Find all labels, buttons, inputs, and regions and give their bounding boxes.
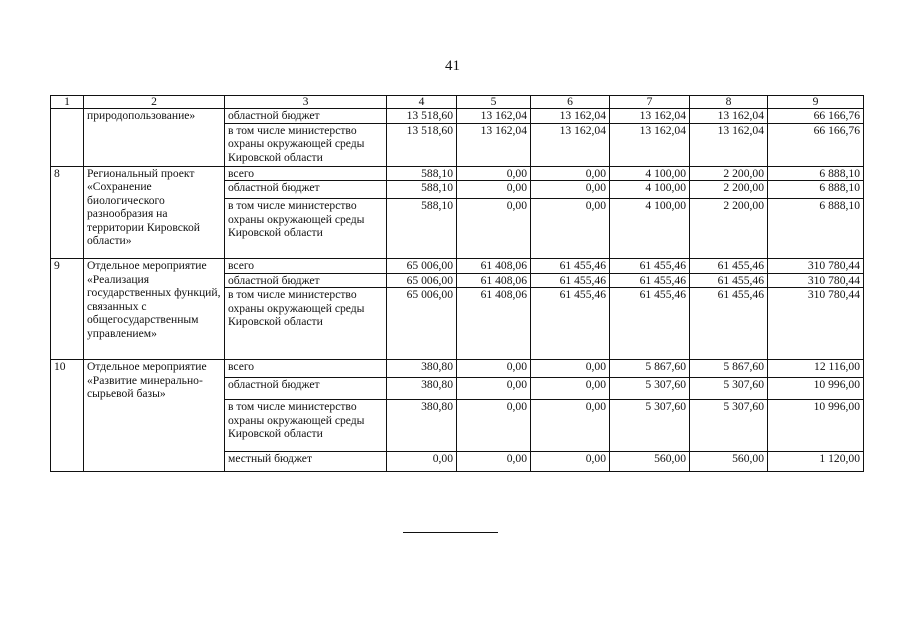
end-rule [403, 532, 498, 533]
column-header: 2 [84, 96, 225, 109]
measure-name: Отдельное мероприятие «Развитие минерально-сырьевой базы» [84, 360, 225, 472]
value-cell: 2 200,00 [690, 181, 768, 199]
value-cell: 588,10 [387, 166, 457, 181]
value-cell: 588,10 [387, 199, 457, 259]
value-cell: 61 455,46 [690, 273, 768, 288]
value-cell: 5 867,60 [610, 360, 690, 378]
value-cell: 5 307,60 [610, 400, 690, 452]
value-cell: 13 518,60 [387, 109, 457, 124]
measure-name: природопользование» [84, 109, 225, 167]
measure-name: Региональный проект «Сохранение биологического разнообразия на территории Кировской области» [84, 166, 225, 259]
page-number: 41 [445, 58, 460, 74]
value-cell: 13 162,04 [610, 123, 690, 166]
value-cell: 66 166,76 [768, 123, 864, 166]
value-cell: 5 867,60 [690, 360, 768, 378]
value-cell: 4 100,00 [610, 166, 690, 181]
value-cell: 0,00 [531, 452, 610, 472]
table-row [51, 109, 864, 124]
value-cell: 0,00 [531, 400, 610, 452]
value-cell: 560,00 [610, 452, 690, 472]
value-cell: 13 162,04 [531, 109, 610, 124]
column-header: 3 [225, 96, 387, 109]
value-cell: 61 455,46 [610, 273, 690, 288]
table-row [51, 166, 864, 181]
value-cell: 560,00 [690, 452, 768, 472]
value-cell: 61 408,06 [457, 259, 531, 274]
column-header: 8 [690, 96, 768, 109]
value-cell: 61 408,06 [457, 288, 531, 360]
value-cell: 0,00 [531, 181, 610, 199]
row-number: 9 [51, 259, 84, 360]
budget-table [50, 95, 864, 472]
value-cell: 310 780,44 [768, 288, 864, 360]
value-cell: 5 307,60 [690, 400, 768, 452]
value-cell: 0,00 [457, 166, 531, 181]
funding-source: областной бюджет [225, 181, 387, 199]
value-cell: 65 006,00 [387, 273, 457, 288]
value-cell: 6 888,10 [768, 166, 864, 181]
value-cell: 0,00 [457, 452, 531, 472]
value-cell: 10 996,00 [768, 400, 864, 452]
value-cell: 4 100,00 [610, 181, 690, 199]
value-cell: 588,10 [387, 181, 457, 199]
value-cell: 0,00 [457, 199, 531, 259]
column-header: 7 [610, 96, 690, 109]
value-cell: 0,00 [387, 452, 457, 472]
funding-source: в том числе министерство охраны окружающей среды Кировской области [225, 199, 387, 259]
row-number: 8 [51, 166, 84, 259]
column-header: 4 [387, 96, 457, 109]
funding-source: областной бюджет [225, 378, 387, 400]
value-cell: 65 006,00 [387, 259, 457, 274]
column-header: 1 [51, 96, 84, 109]
value-cell: 65 006,00 [387, 288, 457, 360]
funding-source: всего [225, 259, 387, 274]
value-cell: 0,00 [457, 360, 531, 378]
table-row [51, 360, 864, 378]
row-number: 10 [51, 360, 84, 472]
value-cell: 13 162,04 [610, 109, 690, 124]
column-header: 5 [457, 96, 531, 109]
table-row [51, 259, 864, 274]
funding-source: в том числе министерство охраны окружающей среды Кировской области [225, 400, 387, 452]
value-cell: 380,80 [387, 378, 457, 400]
value-cell: 6 888,10 [768, 181, 864, 199]
column-header: 6 [531, 96, 610, 109]
value-cell: 12 116,00 [768, 360, 864, 378]
value-cell: 61 455,46 [690, 288, 768, 360]
value-cell: 61 455,46 [531, 288, 610, 360]
value-cell: 0,00 [531, 166, 610, 181]
value-cell: 0,00 [457, 181, 531, 199]
value-cell: 13 162,04 [457, 123, 531, 166]
header-row [51, 96, 864, 109]
value-cell: 310 780,44 [768, 273, 864, 288]
value-cell: 380,80 [387, 400, 457, 452]
value-cell: 5 307,60 [690, 378, 768, 400]
value-cell: 61 455,46 [610, 288, 690, 360]
column-header: 9 [768, 96, 864, 109]
funding-source: всего [225, 360, 387, 378]
funding-source: областной бюджет [225, 273, 387, 288]
value-cell: 0,00 [531, 199, 610, 259]
value-cell: 61 408,06 [457, 273, 531, 288]
funding-source: областной бюджет [225, 109, 387, 124]
value-cell: 6 888,10 [768, 199, 864, 259]
value-cell: 0,00 [457, 378, 531, 400]
value-cell: 13 162,04 [690, 109, 768, 124]
value-cell: 380,80 [387, 360, 457, 378]
value-cell: 61 455,46 [610, 259, 690, 274]
value-cell: 10 996,00 [768, 378, 864, 400]
value-cell: 4 100,00 [610, 199, 690, 259]
value-cell: 1 120,00 [768, 452, 864, 472]
value-cell: 5 307,60 [610, 378, 690, 400]
value-cell: 13 162,04 [457, 109, 531, 124]
value-cell: 61 455,46 [690, 259, 768, 274]
funding-source: местный бюджет [225, 452, 387, 472]
value-cell: 13 162,04 [690, 123, 768, 166]
funding-source: всего [225, 166, 387, 181]
funding-source: в том числе министерство охраны окружающей среды Кировской области [225, 123, 387, 166]
value-cell: 0,00 [531, 360, 610, 378]
value-cell: 13 518,60 [387, 123, 457, 166]
value-cell: 13 162,04 [531, 123, 610, 166]
value-cell: 0,00 [457, 400, 531, 452]
row-number [51, 109, 84, 167]
measure-name: Отдельное мероприятие «Реализация государственных функций, связанных с общегосударственным управлением» [84, 259, 225, 360]
value-cell: 61 455,46 [531, 259, 610, 274]
value-cell: 0,00 [531, 378, 610, 400]
value-cell: 66 166,76 [768, 109, 864, 124]
value-cell: 61 455,46 [531, 273, 610, 288]
value-cell: 2 200,00 [690, 166, 768, 181]
value-cell: 2 200,00 [690, 199, 768, 259]
value-cell: 310 780,44 [768, 259, 864, 274]
funding-source: в том числе министерство охраны окружающей среды Кировской области [225, 288, 387, 360]
